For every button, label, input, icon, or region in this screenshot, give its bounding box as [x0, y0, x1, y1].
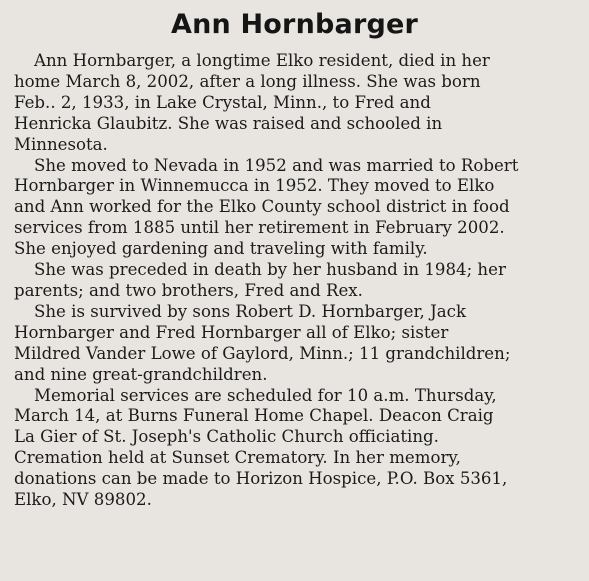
text-line: Elko, NV 89802.: [14, 490, 152, 510]
paragraph-life: [14, 156, 575, 261]
text-line: She is survived by sons Robert D. Hornbarger, Jack: [34, 301, 466, 321]
headline: Ann Hornbarger: [170, 9, 419, 40]
text-line: Mildred Vander Lowe of Gaylord, Minn.; 11 grandchildren;: [14, 343, 511, 363]
text-line: Ann Hornbarger, a longtime Elko resident, died in her: [34, 51, 490, 70]
article-body: [14, 51, 575, 511]
text-line: Henricka Glaubitz. She was raised and schooled in: [14, 113, 443, 133]
text-line: and nine great-grandchildren.: [14, 364, 268, 384]
text-line: and Ann worked for the Elko County school district in food: [14, 197, 510, 217]
text-line: services from 1885 until her retirement in February 2002.: [14, 218, 505, 238]
text-line: Memorial services are scheduled for 10 a.m. Thursday,: [34, 385, 497, 405]
text-line: Hornbarger and Fred Hornbarger all of Elko; sister: [14, 322, 449, 342]
text-line: La Gier of St. Joseph's Catholic Church officiating.: [14, 427, 439, 447]
text-line: Hornbarger in Winnemucca in 1952. They moved to Elko: [14, 176, 495, 196]
text-line: She was preceded in death by her husband in 1984; her: [34, 260, 506, 280]
text-line: March 14, at Burns Funeral Home Chapel. Deacon Craig: [14, 406, 494, 426]
text-line: She moved to Nevada in 1952 and was married to Robert: [34, 155, 519, 175]
paragraph-services: [14, 386, 575, 511]
text-line: She enjoyed gardening and traveling with family.: [14, 239, 428, 259]
text-line: Cremation held at Sunset Crematory. In her memory,: [14, 448, 461, 468]
text-line: parents; and two brothers, Fred and Rex.: [14, 280, 363, 300]
text-line: Feb.. 2, 1933, in Lake Crystal, Minn., to Fred and: [14, 92, 431, 112]
text-line: donations can be made to Horizon Hospice, P.O. Box 5361,: [14, 469, 508, 489]
paragraph-preceded: [14, 260, 575, 302]
paragraph-death-and-birth: [14, 51, 575, 156]
paragraph-survivors: [14, 302, 575, 386]
text-line: home March 8, 2002, after a long illness. She was born: [14, 71, 481, 91]
text-line: Minnesota.: [14, 134, 108, 154]
